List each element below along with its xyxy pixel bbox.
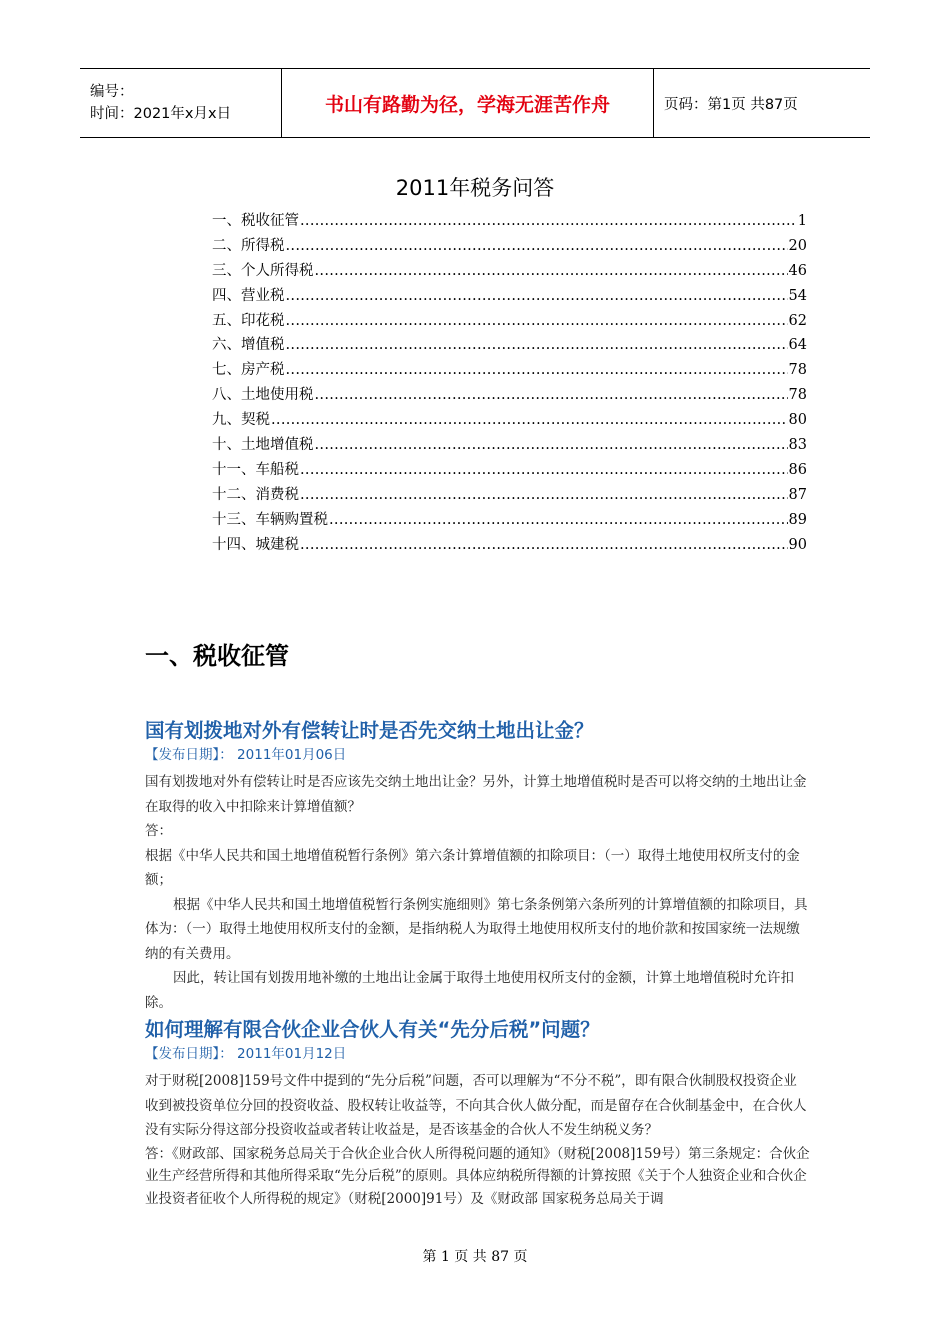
toc-page-number: 89 bbox=[788, 511, 807, 528]
question-paragraph: 对于财税[2008]159号文件中提到的“先分后税”问题，否可以理解为“不分不税”，即有限合伙制股权投资企业收到被投资单位分回的投资收益、股权转让收益等，不向其合伙人做分配，而是留存在合伙制基金中，在合伙人没有实际分得这部分投资收益或者转让收益是，是否该基金的合伙人不发生纳税义务？ bbox=[145, 1073, 807, 1138]
date-label: 时间：2021年x月x日 bbox=[90, 106, 232, 122]
toc-leader-dots bbox=[286, 313, 788, 329]
toc-entry[interactable] bbox=[212, 284, 807, 309]
article-date bbox=[145, 745, 810, 765]
toc-label: 六、增值税 bbox=[212, 337, 285, 354]
article-title: 国有划拨地对外有偿转让时是否先交纳土地出让金？ bbox=[145, 719, 594, 742]
toc-leader-dots bbox=[286, 362, 788, 378]
date-value: 2011年01月12日 bbox=[237, 1046, 347, 1062]
article-1 bbox=[145, 717, 810, 1015]
date-label: 【发布日期】： bbox=[145, 747, 233, 763]
toc-entry[interactable] bbox=[212, 433, 807, 458]
toc-leader-dots bbox=[329, 512, 788, 528]
toc-entry[interactable] bbox=[212, 309, 807, 334]
toc-label: 十三、车辆购置税 bbox=[212, 511, 328, 528]
toc-label: 二、所得税 bbox=[212, 237, 285, 254]
toc-page-number: 83 bbox=[788, 437, 807, 454]
toc-label: 五、印花税 bbox=[212, 312, 285, 329]
page-header bbox=[80, 68, 870, 138]
toc-leader-dots bbox=[300, 537, 788, 553]
toc-label: 四、营业税 bbox=[212, 287, 285, 304]
toc-entry[interactable] bbox=[212, 458, 807, 483]
toc-leader-dots bbox=[315, 387, 788, 403]
toc-entry[interactable] bbox=[212, 209, 807, 234]
answer-label: 答： bbox=[145, 823, 172, 839]
toc-label: 十、土地增值税 bbox=[212, 437, 314, 454]
toc-label: 一、税收征管 bbox=[212, 213, 299, 229]
article-2 bbox=[145, 1016, 810, 1210]
toc-page-number: 64 bbox=[788, 337, 807, 354]
page-label: 页码：第1页 共87页 bbox=[664, 96, 798, 113]
header-meta bbox=[80, 69, 282, 137]
toc-entry[interactable] bbox=[212, 533, 807, 558]
toc-entry[interactable] bbox=[212, 358, 807, 383]
toc-entry[interactable] bbox=[212, 383, 807, 408]
toc-entry[interactable] bbox=[212, 408, 807, 433]
toc-entry[interactable] bbox=[212, 259, 807, 284]
number-label: 编号： bbox=[90, 84, 134, 100]
toc-leader-dots bbox=[315, 437, 788, 453]
toc-leader-dots bbox=[286, 238, 788, 254]
date-value: 2011年01月06日 bbox=[237, 747, 347, 763]
toc-page-number: 20 bbox=[788, 237, 807, 254]
answer-paragraph: 根据《中华人民共和国土地增值税暂行条例实施细则》第七条条例第六条所列的计算增值额的扣除项目，具体为：（一）取得土地使用权所支付的金额，是指纳税人为取得土地使用权所支付的地价款和按国家统一法规缴纳的有关费用。 bbox=[145, 896, 808, 962]
toc-label: 十二、消费税 bbox=[212, 486, 299, 503]
toc-leader-dots bbox=[286, 337, 788, 353]
toc-page-number: 80 bbox=[788, 412, 807, 429]
toc-entry[interactable] bbox=[212, 508, 807, 533]
header-motto bbox=[282, 69, 654, 137]
toc-entry[interactable] bbox=[212, 483, 807, 508]
toc-leader-dots bbox=[286, 288, 788, 304]
toc-page-number: 87 bbox=[788, 486, 807, 503]
toc-leader-dots bbox=[315, 263, 788, 279]
toc-leader-dots bbox=[300, 462, 788, 478]
header-page-info bbox=[654, 69, 870, 137]
toc-page-number: 86 bbox=[788, 461, 807, 478]
date-label: 【发布日期】： bbox=[145, 1046, 233, 1062]
toc-page-number: 46 bbox=[788, 262, 807, 279]
toc-label: 七、房产税 bbox=[212, 362, 285, 379]
toc-entry[interactable] bbox=[212, 333, 807, 358]
section-heading: 一、税收征管 bbox=[145, 642, 289, 670]
motto-text: 书山有路勤为径，学海无涯苦作舟 bbox=[324, 93, 610, 116]
answer-paragraph: 根据《中华人民共和国土地增值税暂行条例》第六条计算增值额的扣除项目：（一）取得土地使用权所支付的金额； bbox=[145, 847, 800, 888]
toc-label: 八、土地使用税 bbox=[212, 387, 314, 404]
document-title: 2011年税务问答 bbox=[395, 176, 555, 200]
answer-paragraph: 因此，转让国有划拨用地补缴的土地出让金属于取得土地使用权所支付的金额，计算土地增值税时允许扣除。 bbox=[145, 970, 794, 1011]
toc-page-number: 78 bbox=[788, 362, 807, 379]
toc-leader-dots bbox=[300, 213, 797, 229]
toc-label: 三、个人所得税 bbox=[212, 262, 314, 279]
toc-label: 十四、城建税 bbox=[212, 536, 299, 553]
page-footer: 第 1 页 共 87 页 bbox=[422, 1249, 528, 1265]
toc-page-number: 54 bbox=[788, 287, 807, 304]
toc-leader-dots bbox=[271, 412, 788, 428]
toc-page-number: 90 bbox=[788, 536, 807, 553]
table-of-contents bbox=[212, 209, 807, 557]
toc-page-number: 78 bbox=[788, 387, 807, 404]
toc-leader-dots bbox=[300, 487, 788, 503]
question-paragraph: 国有划拨地对外有偿转让时是否应该先交纳土地出让金？另外，计算土地增值税时是否可以将交纳的土地出让金在取得的收入中扣除来计算增值额？ bbox=[145, 774, 807, 815]
article-date bbox=[145, 1044, 810, 1064]
article-title: 如何理解有限合伙企业合伙人有关“先分后税”问题？ bbox=[145, 1018, 600, 1041]
toc-page-number: 1 bbox=[797, 213, 807, 229]
toc-label: 九、契税 bbox=[212, 412, 270, 429]
toc-entry[interactable] bbox=[212, 234, 807, 259]
answer-paragraph: 答：《财政部、国家税务总局关于合伙企业合伙人所得税问题的通知》（财税[2008]159号）第三条规定：合伙企业生产经营所得和其他所得采取“先分后税”的原则。具体应纳税所得额的计算按照《关于个人独资企业和合伙企业投资者征收个人所得税的规定》（财税[2000]91号）及《财政部 国家税务总局关于调 bbox=[145, 1145, 810, 1207]
toc-page-number: 62 bbox=[788, 312, 807, 329]
toc-label: 十一、车船税 bbox=[212, 461, 299, 478]
